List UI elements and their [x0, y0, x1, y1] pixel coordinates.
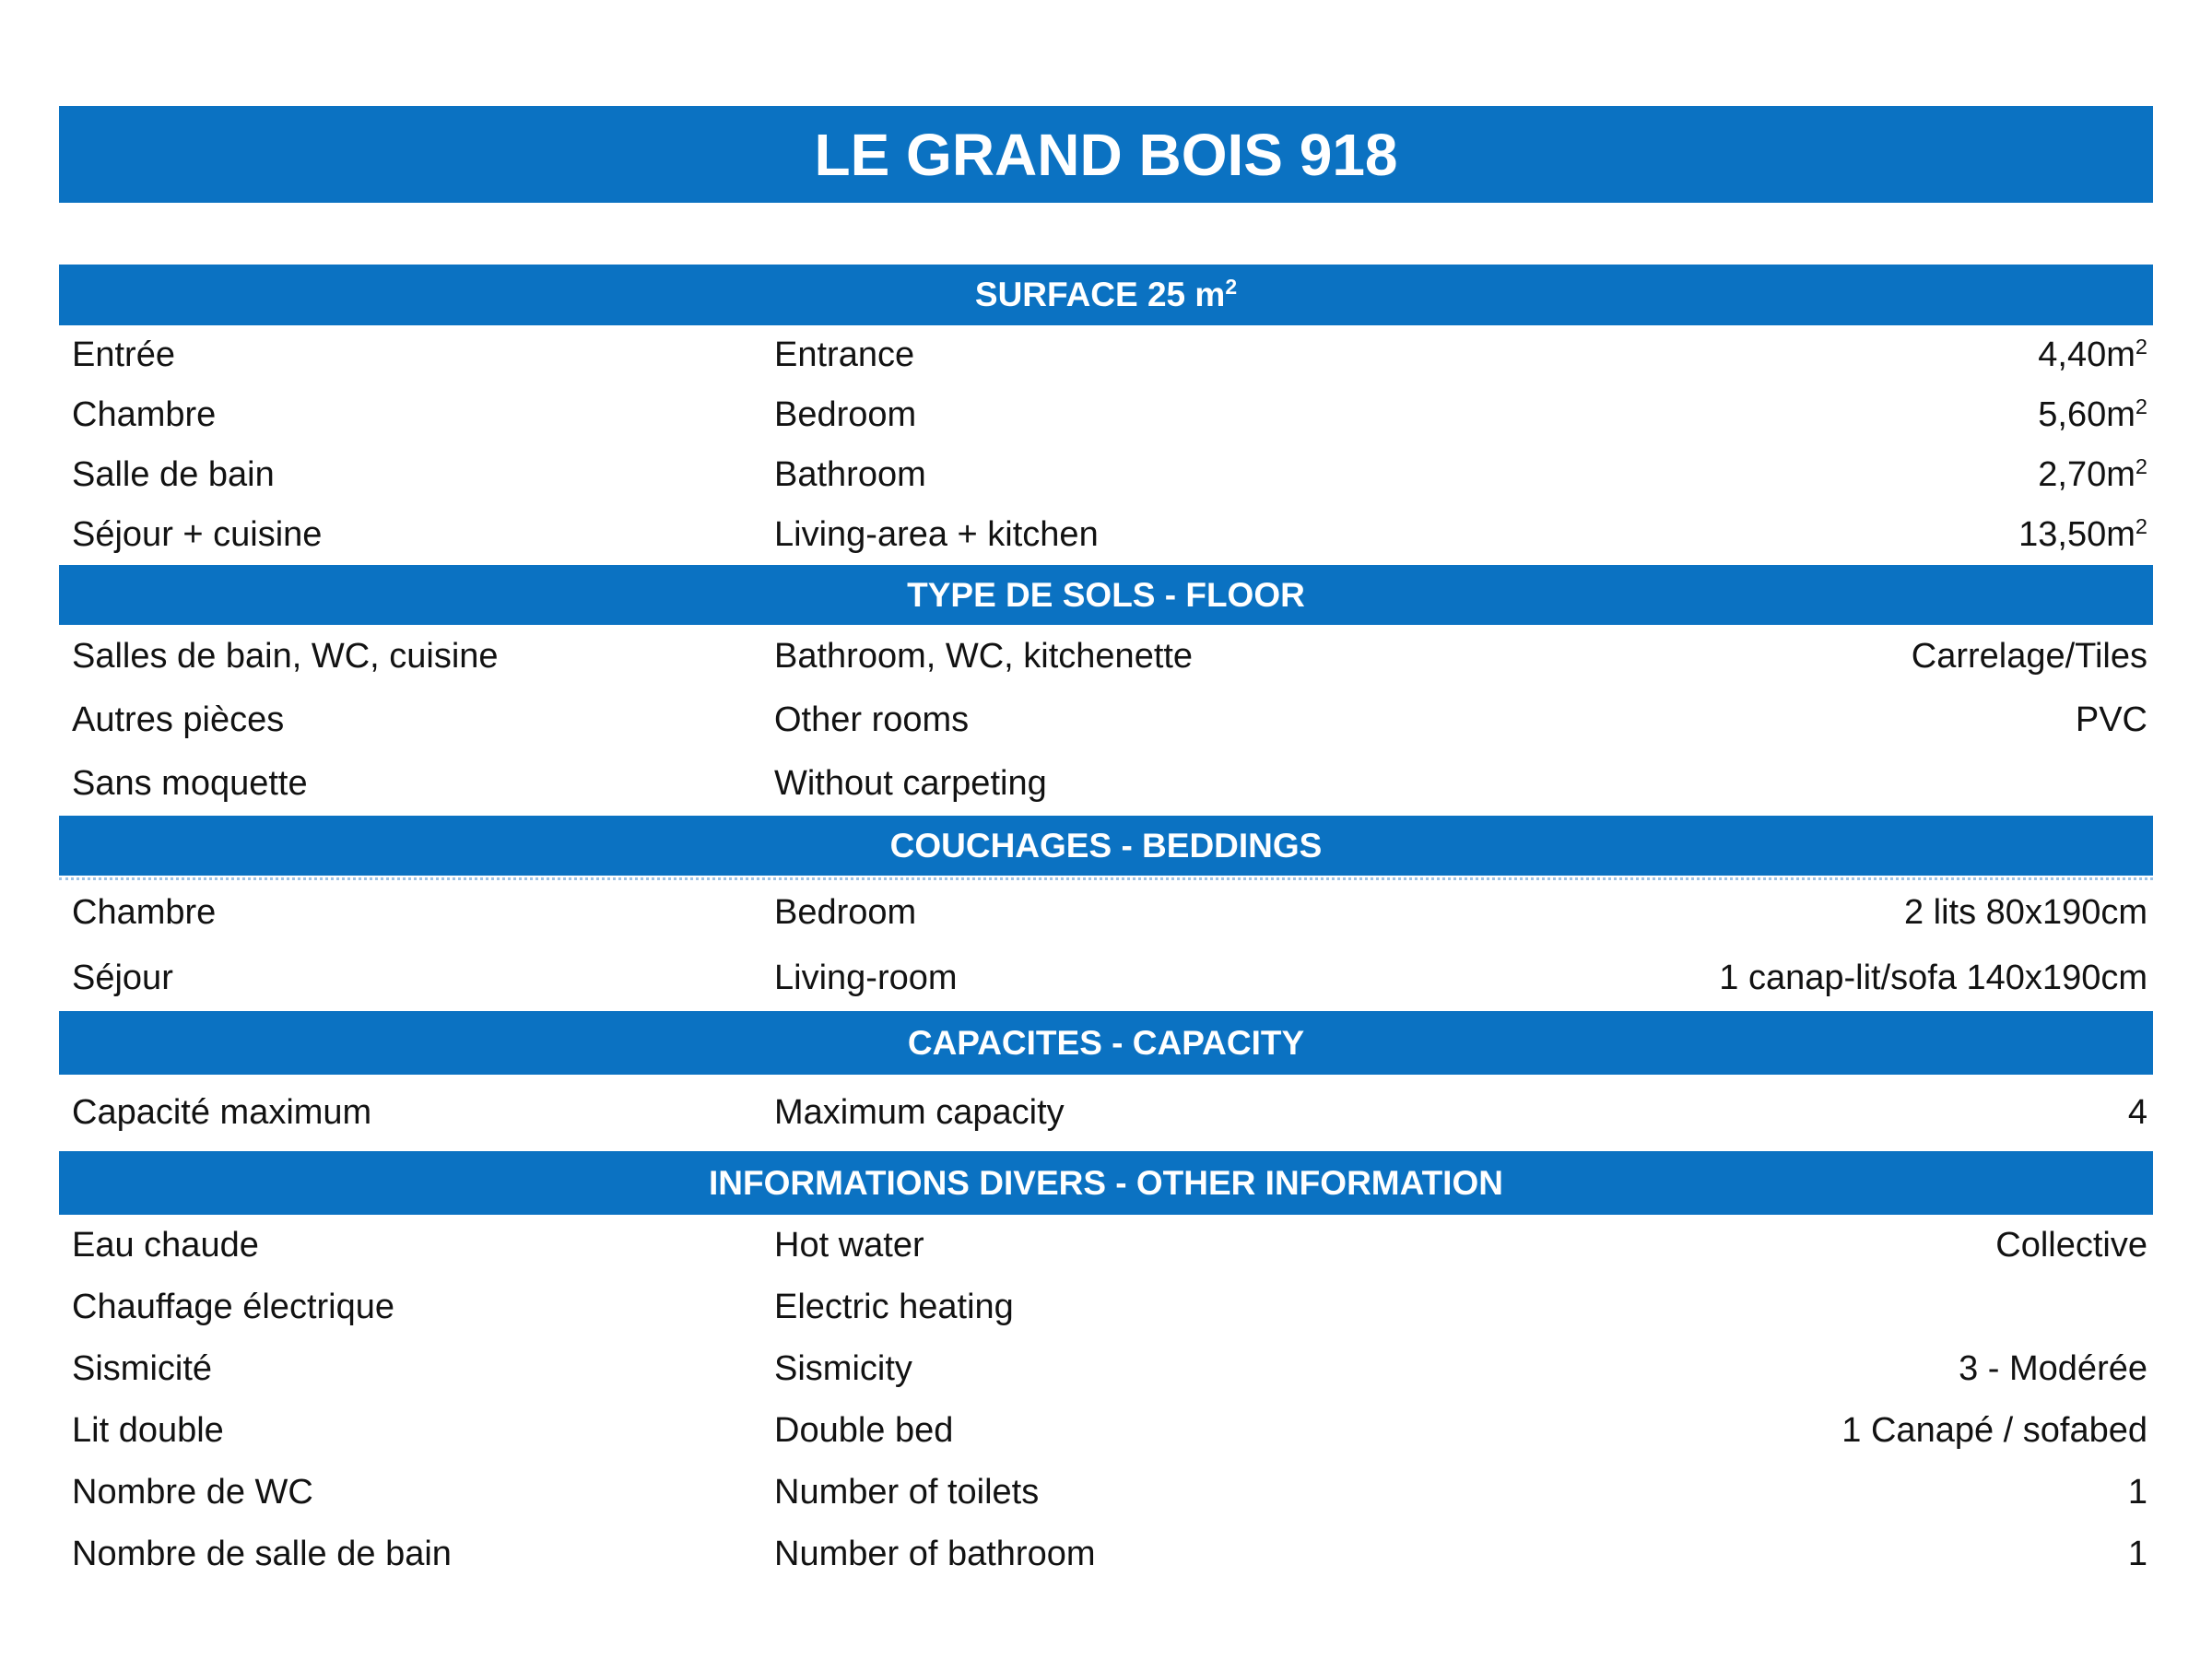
label-french: Capacité maximum [72, 1093, 372, 1132]
section-header [59, 565, 2153, 625]
row-value: 3 - Modérée [1959, 1349, 2147, 1388]
label-french: Eau chaude [72, 1226, 259, 1265]
label-english: Bathroom, WC, kitchenette [774, 637, 1194, 676]
label-french: Nombre de salle de bain [72, 1535, 452, 1573]
section [59, 1011, 2153, 1151]
label-english: Entrance [774, 335, 915, 374]
label-french: Entrée [72, 335, 175, 374]
table-row [59, 1524, 2153, 1585]
table-row [59, 1462, 2153, 1524]
section [59, 565, 2153, 816]
label-english: Living-room [774, 959, 958, 997]
table-row [59, 946, 2153, 1011]
label-english: Bedroom [774, 395, 917, 434]
label-english: Electric heating [774, 1288, 1014, 1326]
table-row [59, 1277, 2153, 1338]
table-row [59, 445, 2153, 505]
label-english: Maximum capacity [774, 1093, 1065, 1132]
table-row [59, 625, 2153, 688]
row-value: 1 canap-lit/sofa 140x190cm [1719, 959, 2147, 997]
row-value: PVC [2075, 700, 2147, 739]
table-row [59, 752, 2153, 816]
table-row [59, 325, 2153, 385]
row-value: 4 [2127, 1093, 2147, 1132]
table-row [59, 505, 2153, 565]
table-row [59, 385, 2153, 445]
section-rows [59, 1075, 2153, 1151]
sections [59, 265, 2153, 1585]
label-french: Autres pièces [72, 700, 285, 739]
label-english: Other rooms [774, 700, 970, 739]
label-english: Double bed [774, 1411, 954, 1450]
table-row [59, 880, 2153, 946]
table-row [59, 1075, 2153, 1151]
label-french: Sans moquette [72, 764, 308, 803]
section-header-label: INFORMATIONS DIVERS - OTHER INFORMATION [709, 1163, 1503, 1202]
label-french: Chambre [72, 395, 217, 434]
section-header-label: CAPACITES - CAPACITY [907, 1023, 1305, 1062]
label-french: Séjour [72, 959, 173, 997]
label-french: Chambre [72, 893, 217, 932]
row-value: 1 [2127, 1473, 2147, 1512]
section-rows [59, 625, 2153, 816]
label-english: Living-area + kitchen [774, 515, 1099, 554]
label-french: Salles de bain, WC, cuisine [72, 637, 499, 676]
section-header [59, 1011, 2153, 1075]
row-value: $5,60m^2$ [2038, 394, 2147, 434]
title-gap [59, 203, 2153, 265]
label-english: Bedroom [774, 893, 917, 932]
label-english: Number of bathroom [774, 1535, 1096, 1573]
section-header-label: COUCHAGES - BEDDINGS [889, 826, 1323, 865]
row-value: 2 lits 80x190cm [1903, 893, 2147, 932]
section [59, 1151, 2153, 1585]
label-english: Sismicity [774, 1349, 912, 1388]
page-title: LE GRAND BOIS 918 [59, 106, 2153, 203]
row-value: 1 Canapé / sofabed [1841, 1411, 2147, 1450]
property-info-sheet [59, 106, 2153, 1585]
row-value: $2,70m^2$ [2038, 454, 2147, 494]
section-header [59, 816, 2153, 876]
row-value: Collective [1995, 1226, 2147, 1265]
table-row [59, 688, 2153, 752]
section-header [59, 265, 2153, 325]
section [59, 265, 2153, 565]
table-row [59, 1400, 2153, 1462]
label-french: Séjour + cuisine [72, 515, 323, 554]
row-value: $13,50m^2$ [2018, 514, 2147, 554]
section [59, 816, 2153, 1011]
section-rows [59, 325, 2153, 565]
label-english: Bathroom [774, 455, 926, 494]
label-french: Salle de bain [72, 455, 275, 494]
table-row [59, 1338, 2153, 1400]
section-rows [59, 1215, 2153, 1585]
section-header [59, 1151, 2153, 1215]
section-rows [59, 877, 2153, 1011]
table-row [59, 1215, 2153, 1277]
row-value: $4,40m^2$ [2038, 335, 2147, 374]
label-french: Chauffage électrique [72, 1288, 394, 1326]
row-value: 1 [2127, 1535, 2147, 1573]
label-english: Without carpeting [774, 764, 1047, 803]
label-english: Number of toilets [774, 1473, 1040, 1512]
label-french: Lit double [72, 1411, 224, 1450]
row-value: Carrelage/Tiles [1911, 637, 2147, 676]
label-french: Nombre de WC [72, 1473, 313, 1512]
section-header-label: SURFACE 25 $m^2$ [974, 275, 1238, 313]
label-french: Sismicité [72, 1349, 213, 1388]
label-english: Hot water [774, 1226, 924, 1265]
section-header-label: TYPE DE SOLS - FLOOR [907, 575, 1305, 614]
